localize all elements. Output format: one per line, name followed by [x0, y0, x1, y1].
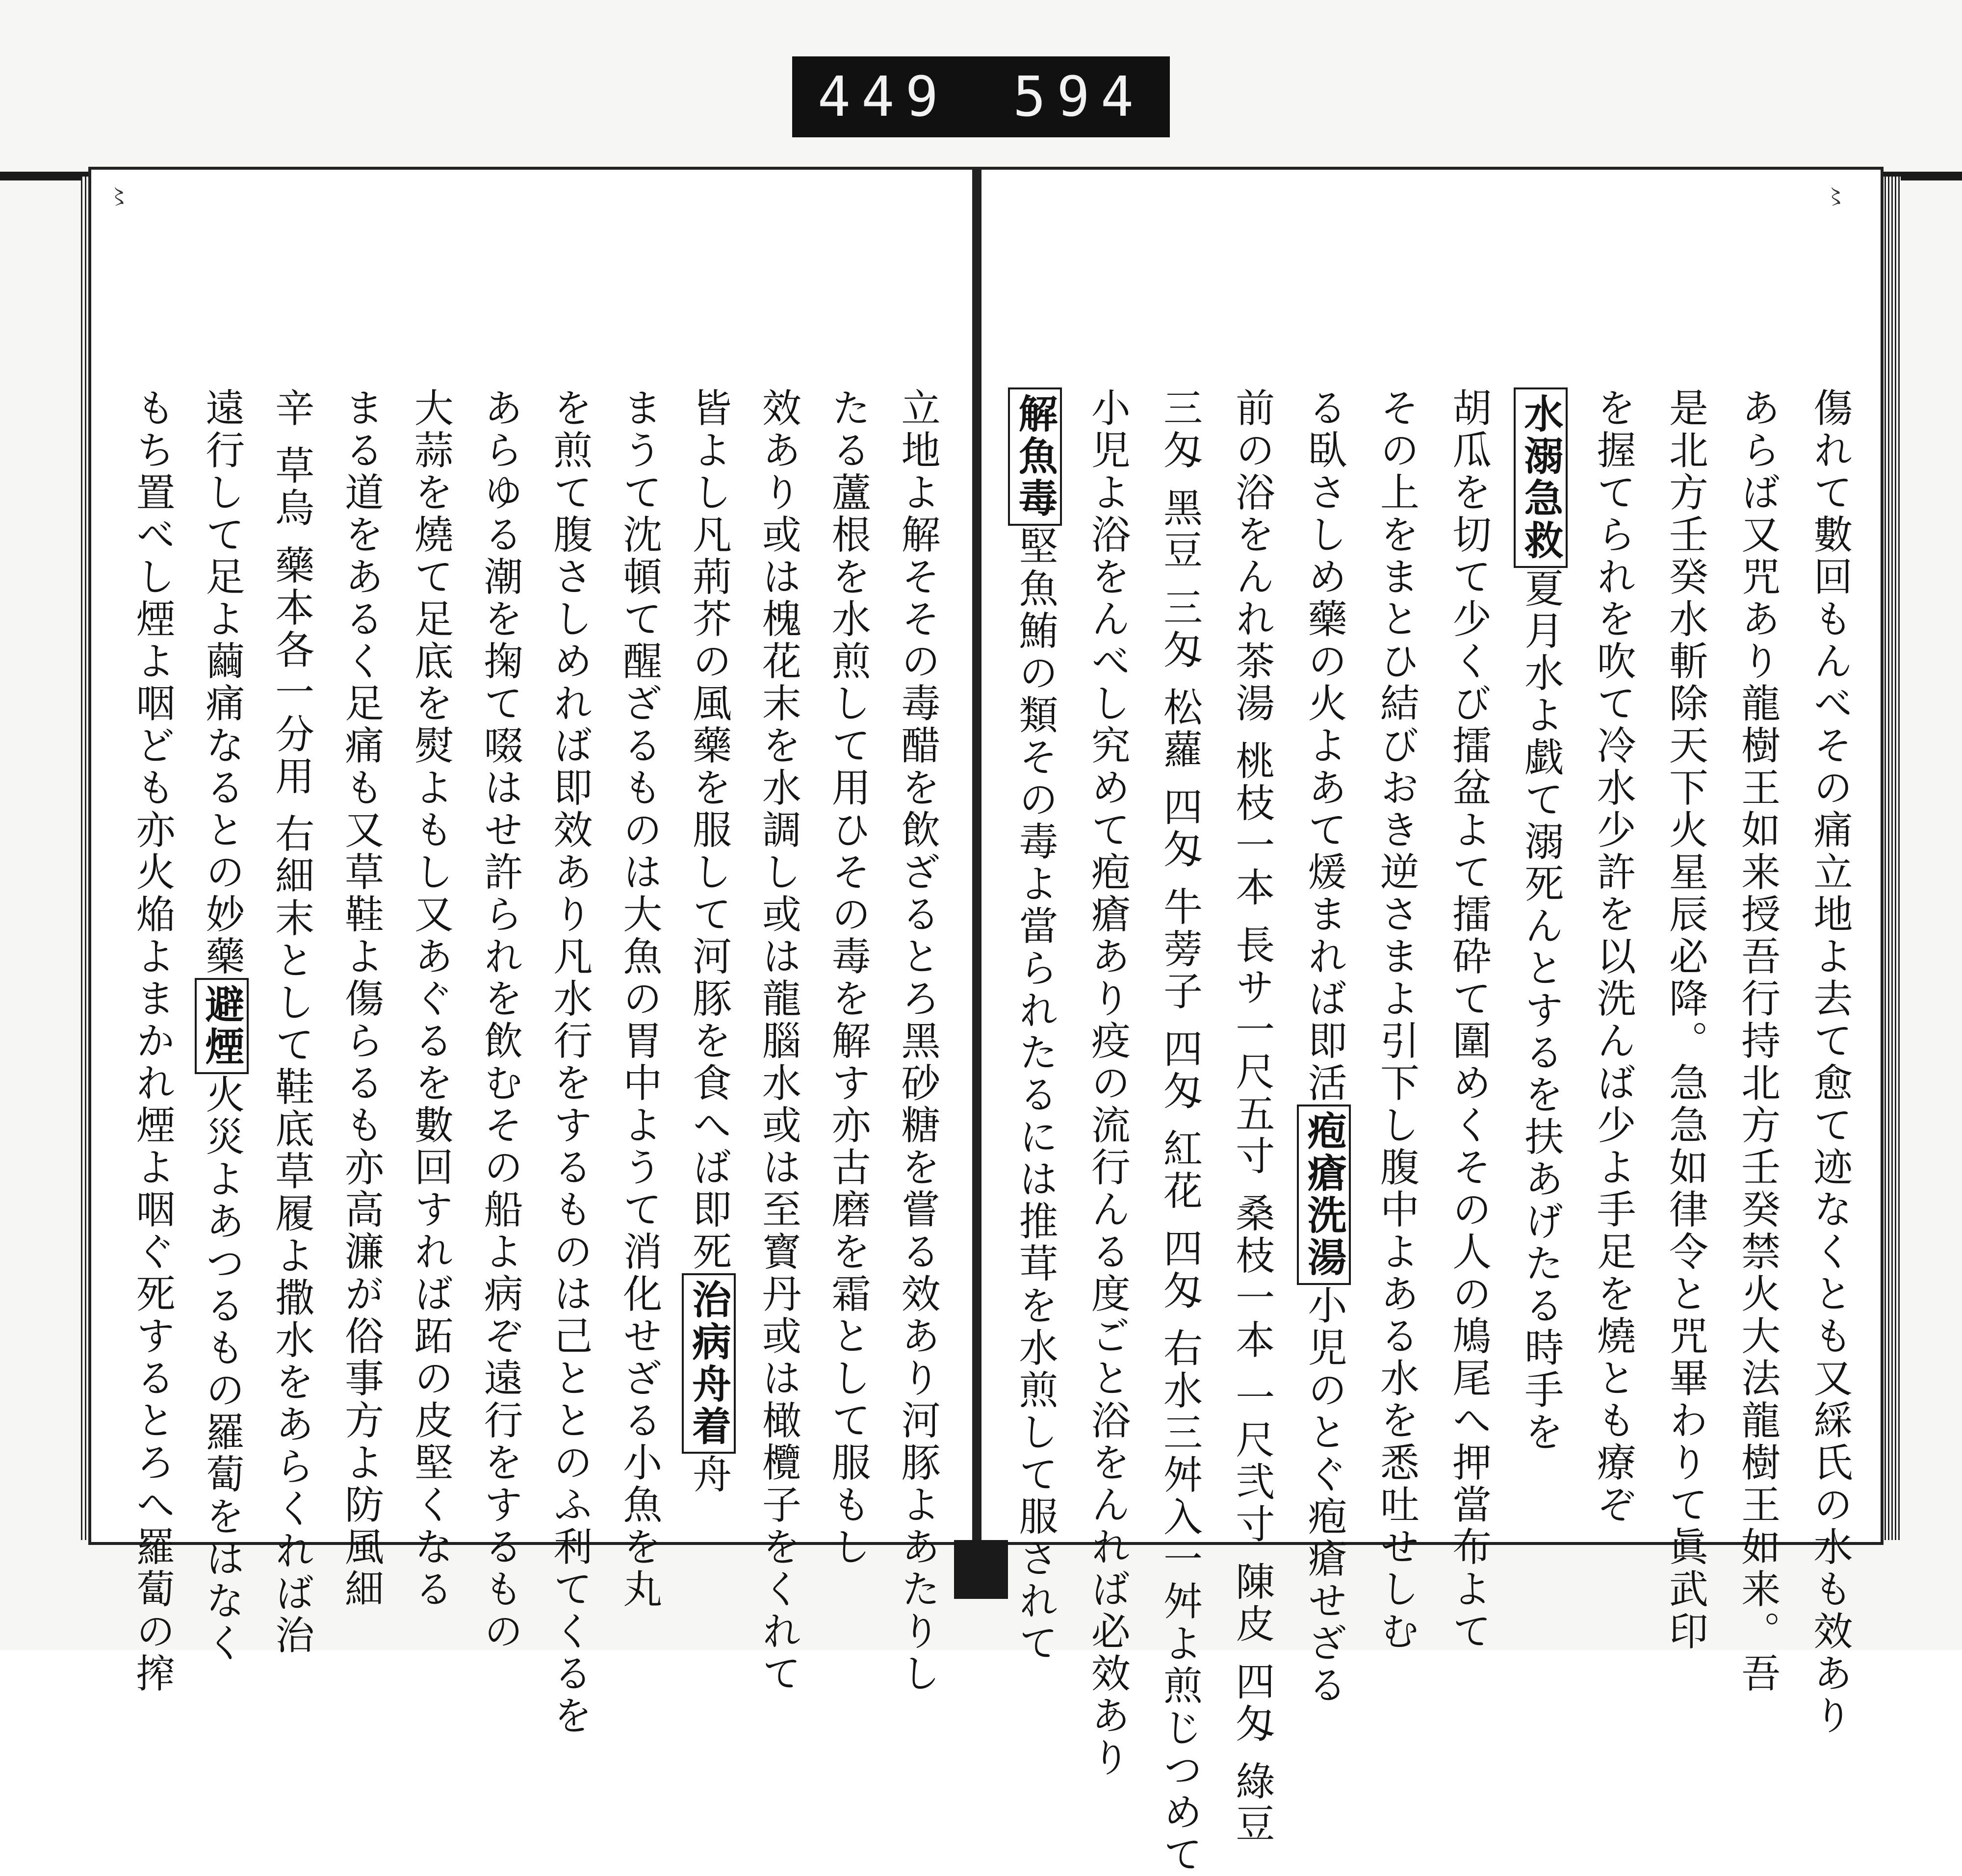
text-column: まうて沈頓て醒ざるものは大魚の胃中ようて消化せざる小魚を丸 [616, 387, 662, 1611]
left-page-text [129, 387, 940, 1737]
right-page-edge [1881, 177, 1901, 1540]
text-column: 解魚毒堅魚鮪の類その毒よ當られたるには推茸を水煎して服されて [1015, 387, 1055, 1476]
text-column: 遠行して足よ繭痛なるとの妙藥避煙火災よあつるもの羅蔔をはなく [202, 387, 241, 1476]
text-column: 大蒜を燒て足底を熨よもし又あぐるを數回すれば跖の皮堅くなる [408, 387, 454, 1611]
text-column: を煎て腹さしめれば即效あり凡水行をするものは己ととのふ利てくるを [546, 387, 593, 1737]
text-column: その上をまとひ結びおき逆さまよ引下し腹中よある水を悉吐せしむ [1373, 387, 1420, 1653]
frame-number-right: 594 [1013, 65, 1145, 129]
gutter-clip [954, 1540, 1008, 1599]
text-column: 立地よ解そその毒醋を飲ざるとろ黑砂糖を嘗る效あり河豚よあたりし [894, 387, 940, 1695]
section-heading: 避煙 [195, 978, 249, 1074]
text-column: 前の浴をんれ茶湯 桃枝一本 長サ一尺五寸 桑枝一本 一尺弐寸 陳皮 四匁 綠豆 [1229, 387, 1275, 1846]
section-heading: 水溺急救 [1514, 387, 1568, 568]
text-column: たる蘆根を水煎して用ひその毒を解す亦古磨を霜として服もし [825, 387, 871, 1568]
page-mark-left: 〻 [108, 184, 129, 209]
text-column: 三匁 黑豆 三匁 松蘿 四匁 牛蒡子 四匁 紅花 四匁 右水三舛入一舛よ煎じつめて [1157, 387, 1203, 1876]
section-heading: 疱瘡洗湯 [1297, 1105, 1351, 1285]
page-mark-right: 〻 [1825, 184, 1846, 209]
section-heading: 治病舟着 [682, 1273, 736, 1454]
text-column: 傷れて數回もんべその痛立地よ去て愈て迹なくとも又綵氏の水も效あり [1807, 387, 1853, 1737]
text-column: 效あり或は槐花末を水調し或は龍腦水或は至寳丹或は橄欖子をくれて [755, 387, 801, 1695]
right-page-text [1012, 387, 1853, 1876]
text-column: 胡瓜を切て少くび擂盆よて擂砕て圍めくその人の鳩尾へ押當布よて [1446, 387, 1492, 1653]
frame-number-left: 449 [817, 65, 949, 129]
frame-counter [792, 56, 1170, 137]
text-column: あらば又咒あり龍樹王如来授吾行持北方壬癸禁火大法龍樹王如来。吾 [1734, 387, 1781, 1695]
section-heading: 解魚毒 [1008, 387, 1062, 526]
text-column: る臥さしめ藥の火よあて煖まれば即活疱瘡洗湯小児のとぐ疱瘡せざる [1304, 387, 1343, 1476]
text-column: 皆よし凡荊芥の風藥を服して河豚を食へば即死治病舟着舟 [689, 387, 728, 1476]
text-column: 是北方壬癸水斬除天下火星辰必降。急急如律令と咒畢わりて眞武印 [1662, 387, 1708, 1653]
text-column: 小児よ浴をんべし究めて疱瘡あり疫の流行んる度ごと浴をんれば必效あり [1084, 387, 1131, 1779]
text-column: を握てられを吹て冷水少許を以洗んば少よ手足を燒とも療ぞ [1590, 387, 1636, 1526]
text-column: もち置べし煙よ咽ども亦火焔よまかれ煙よ咽ぐ死するとろへ羅蔔の搾 [129, 387, 175, 1695]
book-gutter [972, 167, 981, 1545]
text-column: あらゆる潮を掬て啜はせ許られを飲むその船よ病ぞ遠行をするもの [477, 387, 523, 1653]
text-column: 辛 草烏 藥本各一分用 右細末として鞋底草履よ撒水をあらくれば治 [268, 387, 314, 1657]
text-column: まる道をあるく足痛も又草鞋よ傷らるも亦高濂が俗事方よ防風細 [338, 387, 384, 1611]
text-column: 水溺急救夏月水よ戯て溺死んとするを扶あげたる時手を [1521, 387, 1560, 1476]
